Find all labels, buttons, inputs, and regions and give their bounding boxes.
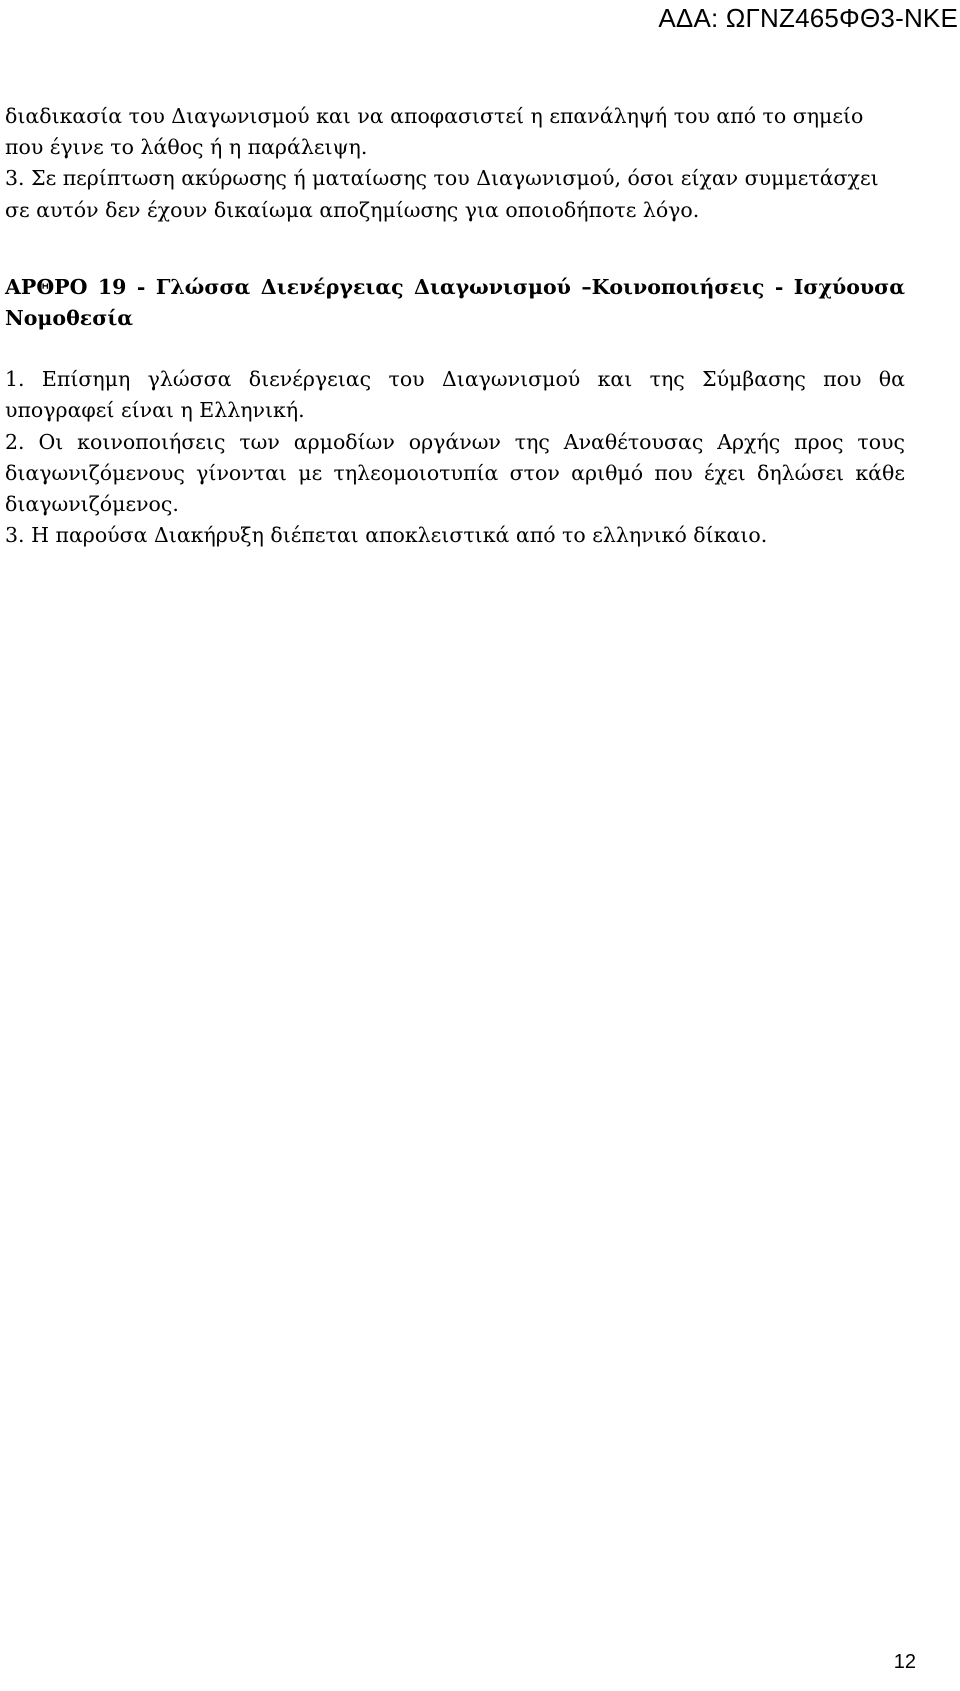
page-number: 12 <box>893 1651 916 1673</box>
list-item: 2. Οι κοινοποιήσεις των αρμοδίων οργάνων της Αναθέτουσας Αρχής προς τους διαγωνιζόμενους γίνονται με τηλεομοιοτυπία στον αριθμό που έχει δηλώσει κάθε διαγωνιζόμενος. <box>5 429 905 517</box>
document-code: ΑΔΑ: ΩΓΝΖ465ΦΘ3-ΝΚΕ <box>658 3 958 33</box>
spacer <box>5 334 905 364</box>
list-item: 3. Σε περίπτωση ακύρωσης ή ματαίωσης του Διαγωνισμού, όσοι είχαν συμμετάσχει σε αυτόν δεν έχουν δικαίωμα αποζημίωσης για οποιοδήποτε λόγο. <box>5 166 879 222</box>
list-item: 1. Επίσημη γλώσσα διενέργειας του Διαγωνισμού και της Σύμβασης που θα υπογραφεί είναι η Ελληνική. <box>5 367 905 423</box>
document-body <box>5 101 905 551</box>
list-item: 3. Η παρούσα Διακήρυξη διέπεται αποκλειστικά από το ελληνικό δίκαιο. <box>5 523 768 548</box>
continuation-paragraph: διαδικασία του Διαγωνισμού και να αποφασιστεί η επανάληψή του από το σημείο που έγινε το λάθος ή η παράλειψη. <box>5 104 864 160</box>
spacer <box>5 226 905 272</box>
article-heading: ΑΡΘΡΟ 19 - Γλώσσα Διενέργειας Διαγωνισμού –Κοινοποιήσεις - Ισχύουσα Νομοθεσία <box>5 274 905 331</box>
